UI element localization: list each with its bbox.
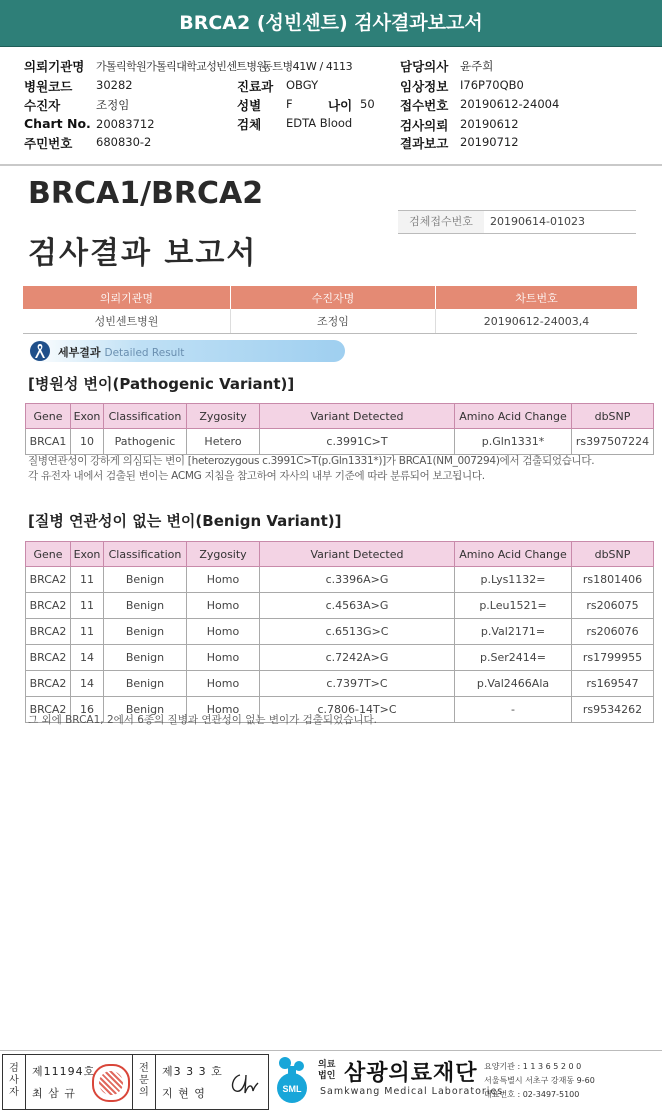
table-row xyxy=(26,619,654,645)
hospital-code-value: 30282 xyxy=(96,78,133,92)
pathogenic-note-line-1: 질병연관성이 강하게 의심되는 변이 [heterozygous c.3991C>T(p.Gln1331*)]가 BRCA1(NM_007294)에서 검출되었습니다. xyxy=(28,455,595,467)
cell-zygosity: Homo xyxy=(187,697,260,723)
cell-variant: c.7242A>G xyxy=(260,645,455,671)
cell-classification: Benign xyxy=(104,567,187,593)
recipient-value: 조정임 xyxy=(96,98,130,112)
table-row xyxy=(26,567,654,593)
cell-variant: c.4563A>G xyxy=(260,593,455,619)
page-title: BRCA2 (성빈센트) 검사결과보고서 xyxy=(179,12,483,34)
cell-amino-acid: p.Gln1331* xyxy=(455,429,572,455)
cell-gene: BRCA2 xyxy=(26,619,71,645)
pathogenic-variant-table xyxy=(25,403,654,455)
col-zygosity: Zygosity xyxy=(187,404,260,429)
col-classification: Classification xyxy=(104,542,187,567)
chart-label: Chart No. xyxy=(24,116,91,131)
summary-header-cell: 수진자명 xyxy=(231,286,436,309)
col-classification: Classification xyxy=(104,404,187,429)
cell-exon: 10 xyxy=(71,429,104,455)
table-row xyxy=(26,429,654,455)
cell-zygosity: Homo xyxy=(187,645,260,671)
org-info-phone: 대표번호 : 02-3497-5100 xyxy=(484,1090,580,1099)
detailed-result-label-en: Detailed Result xyxy=(104,347,185,359)
summary-value-cell: 20190612-24003,4 xyxy=(436,309,638,334)
summary-header-cell: 의뢰기관명 xyxy=(23,286,231,309)
institution-label: 의뢰기관명 xyxy=(24,59,85,74)
cell-zygosity: Homo xyxy=(187,567,260,593)
specialist-label xyxy=(138,1063,150,1099)
signature-box xyxy=(2,1054,269,1110)
cell-zygosity: Hetero xyxy=(187,429,260,455)
cell-gene: BRCA2 xyxy=(26,697,71,723)
specimen-label: 검체 xyxy=(237,117,262,132)
clinical-value: I76P70QB0 xyxy=(460,78,524,92)
benign-variant-table xyxy=(25,541,654,723)
table-row xyxy=(26,671,654,697)
tester-label xyxy=(8,1063,20,1099)
col-exon: Exon xyxy=(71,542,104,567)
report-date-value: 20190712 xyxy=(460,135,519,149)
sml-logo xyxy=(272,1054,312,1104)
col-dbsnp: dbSNP xyxy=(572,542,654,567)
cell-variant: c.7397T>C xyxy=(260,671,455,697)
specimen-value: EDTA Blood xyxy=(286,116,353,130)
report-date-label: 결과보고 xyxy=(400,136,449,151)
cell-amino-acid: - xyxy=(455,697,572,723)
cell-exon: 14 xyxy=(71,645,104,671)
col-amino-acid: Amino Acid Change xyxy=(455,542,572,567)
age-value: 50 xyxy=(360,97,375,111)
header-divider xyxy=(0,164,662,166)
id-label: 주민번호 xyxy=(24,136,73,151)
cell-dbsnp: rs397507224 xyxy=(572,429,654,455)
cell-variant: c.7806-14T>C xyxy=(260,697,455,723)
cell-amino-acid: p.Val2466Ala xyxy=(455,671,572,697)
signature xyxy=(228,1069,262,1097)
specimen-receipt-box xyxy=(398,210,636,234)
id-value: 680830-2 xyxy=(96,135,152,149)
age-label: 나이 xyxy=(328,98,353,113)
footer-divider xyxy=(0,1050,662,1051)
org-name: 삼광의료재단 xyxy=(344,1061,478,1086)
request-date-label: 검사의뢰 xyxy=(400,118,449,133)
logo-text: SML xyxy=(282,1084,302,1094)
table-row xyxy=(26,593,654,619)
org-info-code: 요양기관 : 1 1 3 6 5 2 0 0 xyxy=(484,1062,582,1071)
cell-gene: BRCA1 xyxy=(26,429,71,455)
cell-variant: c.6513G>C xyxy=(260,619,455,645)
org-type-label xyxy=(318,1060,340,1082)
patient-info-header xyxy=(0,48,662,164)
col-zygosity: Zygosity xyxy=(187,542,260,567)
receipt-no-label: 접수번호 xyxy=(400,98,449,113)
specimen-receipt-value: 20190614-01023 xyxy=(490,215,585,228)
cell-zygosity: Homo xyxy=(187,593,260,619)
cell-amino-acid: p.Lys1132= xyxy=(455,567,572,593)
specialist-name: 지 현 영 xyxy=(162,1087,206,1100)
cell-dbsnp: rs1799955 xyxy=(572,645,654,671)
doctor-value: 윤주희 xyxy=(460,59,494,73)
col-variant: Variant Detected xyxy=(260,404,455,429)
cell-amino-acid: p.Leu1521= xyxy=(455,593,572,619)
summary-value-row xyxy=(23,309,637,334)
doctor-label: 담당의사 xyxy=(400,59,449,74)
pathogenic-note-line-2: 각 유전자 내에서 검출된 변이는 ACMG 지침을 참고하여 자사의 내부 기준에 따라 분류되어 보고됩니다. xyxy=(28,470,485,482)
hospital-code-label: 병원코드 xyxy=(24,79,73,94)
cell-exon: 11 xyxy=(71,593,104,619)
col-variant: Variant Detected xyxy=(260,542,455,567)
specialist-label-text: 전문의 xyxy=(139,1063,149,1098)
report-heading-genes: BRCA1/BRCA2 xyxy=(28,176,264,211)
report-heading-title: 검사결과 보고서 xyxy=(28,236,258,271)
ward-value: 동트병41W / 4113 xyxy=(262,60,353,73)
cell-classification: Pathogenic xyxy=(104,429,187,455)
org-name-en: Samkwang Medical Laboratories xyxy=(320,1086,504,1097)
cell-dbsnp: rs9534262 xyxy=(572,697,654,723)
detailed-result-label xyxy=(58,344,184,360)
cell-classification: Benign xyxy=(104,645,187,671)
cell-dbsnp: rs206076 xyxy=(572,619,654,645)
cell-gene: BRCA2 xyxy=(26,567,71,593)
cell-amino-acid: p.Ser2414= xyxy=(455,645,572,671)
org-type-text: 의료법인 xyxy=(318,1060,336,1081)
recipient-label: 수진자 xyxy=(24,98,61,113)
pathogenic-note xyxy=(28,454,653,484)
clinical-label: 임상정보 xyxy=(400,79,449,94)
tester-label-text: 검사자 xyxy=(9,1063,19,1098)
tester-label-cell xyxy=(3,1055,26,1109)
cell-classification: Benign xyxy=(104,619,187,645)
table-header-row xyxy=(26,542,654,567)
tester-license: 제11194호 xyxy=(32,1065,96,1078)
table-row xyxy=(26,645,654,671)
request-date-value: 20190612 xyxy=(460,117,519,131)
col-gene: Gene xyxy=(26,542,71,567)
cell-variant: c.3991C>T xyxy=(260,429,455,455)
col-amino-acid: Amino Acid Change xyxy=(455,404,572,429)
cell-dbsnp: rs206075 xyxy=(572,593,654,619)
cell-dbsnp: rs169547 xyxy=(572,671,654,697)
detailed-result-label-ko: 세부결과 xyxy=(58,346,101,359)
ribbon-icon xyxy=(30,341,50,361)
benign-section-title: [질병 연관성이 없는 변이(Benign Variant)] xyxy=(28,512,342,530)
cell-exon: 11 xyxy=(71,619,104,645)
specialist-cell xyxy=(156,1055,268,1109)
tester-name: 최 삼 규 xyxy=(32,1087,76,1100)
cell-classification: Benign xyxy=(104,697,187,723)
cell-exon: 11 xyxy=(71,567,104,593)
sex-label: 성별 xyxy=(237,98,262,113)
cell-gene: BRCA2 xyxy=(26,645,71,671)
summary-value-cell: 조정임 xyxy=(231,309,436,334)
cell-zygosity: Homo xyxy=(187,671,260,697)
tester-cell xyxy=(26,1055,133,1109)
col-gene: Gene xyxy=(26,404,71,429)
cell-dbsnp: rs1801406 xyxy=(572,567,654,593)
cell-classification: Benign xyxy=(104,671,187,697)
seal-stamp-pattern xyxy=(99,1071,123,1095)
cell-zygosity: Homo xyxy=(187,619,260,645)
sex-value: F xyxy=(286,97,293,111)
pathogenic-section-title: [병원성 변이(Pathogenic Variant)] xyxy=(28,375,295,393)
specialist-label-cell xyxy=(133,1055,156,1109)
seal-stamp xyxy=(92,1064,130,1102)
cell-exon: 14 xyxy=(71,671,104,697)
dept-value: OBGY xyxy=(286,78,319,92)
specialist-license: 제3 3 3 호 xyxy=(162,1065,223,1078)
cell-classification: Benign xyxy=(104,593,187,619)
org-info-address: 서울특별시 서초구 강재동 9-60 xyxy=(484,1076,595,1085)
cell-amino-acid: p.Val2171= xyxy=(455,619,572,645)
cell-gene: BRCA2 xyxy=(26,671,71,697)
summary-value-cell: 성빈센트병원 xyxy=(23,309,231,334)
col-dbsnp: dbSNP xyxy=(572,404,654,429)
summary-table xyxy=(23,286,637,334)
table-header-row xyxy=(26,404,654,429)
summary-header-row xyxy=(23,286,637,309)
cell-variant: c.3396A>G xyxy=(260,567,455,593)
summary-header-cell: 차트번호 xyxy=(436,286,638,309)
chart-value: 20083712 xyxy=(96,117,155,131)
institution-value: 가톨릭학원가톨릭대학교성빈센트병원 xyxy=(96,60,267,73)
receipt-no-value: 20190612-24004 xyxy=(460,97,560,111)
benign-note: 그 외에 BRCA1, 2에서 6종의 질병과 연관성이 없는 변이가 검출되었습니다. xyxy=(28,714,377,726)
cell-gene: BRCA2 xyxy=(26,593,71,619)
dept-label: 진료과 xyxy=(237,79,274,94)
specimen-receipt-label: 검체접수번호 xyxy=(398,211,484,233)
cell-exon: 16 xyxy=(71,697,104,723)
col-exon: Exon xyxy=(71,404,104,429)
